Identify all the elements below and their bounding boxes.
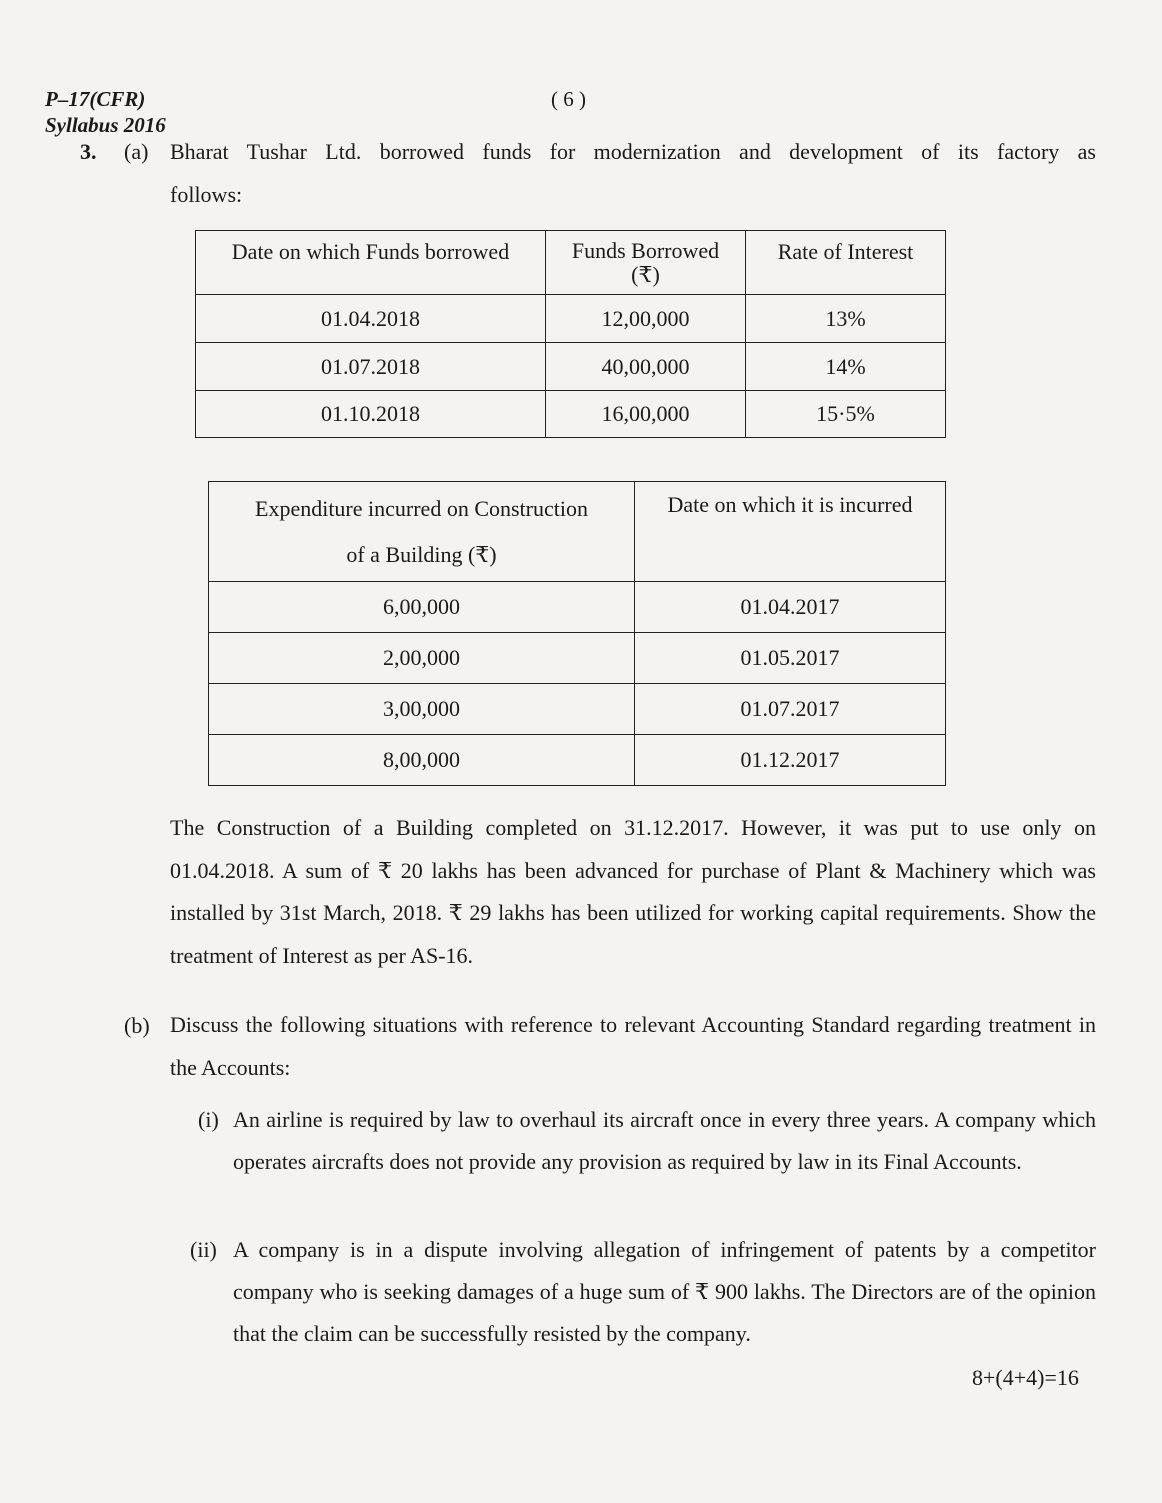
- question-number: 3.: [80, 139, 97, 164]
- expenditure-date: 01.07.2017: [635, 684, 946, 735]
- sub-item-text: A company is in a dispute involving allegation of infringement of patents by a competitor company who is seeking damages of a huge sum of ₹ 900 lakhs. The Directors are of the opinion that the claim can be successfully resisted by the company.: [233, 1237, 1096, 1346]
- header-date-borrowed: Date on which Funds borrowed: [196, 231, 546, 295]
- sub-item-label: (ii): [190, 1237, 217, 1262]
- expenditure-table: [208, 481, 946, 786]
- header-expenditure: Expenditure incurred on Construction of a Building (₹): [209, 482, 635, 582]
- table-row: [196, 391, 946, 438]
- part-a-body: The Construction of a Building completed on 31.12.2017. However, it was put to use only on 01.04.2018. A sum of ₹ 20 lakhs has been advanced for purchase of Plant & Machinery which was installed by 31st March, 2018. ₹ 29 lakhs has been utilized for working capital requirements. Show the treatment of Interest as per AS-16.: [170, 815, 1096, 968]
- sub-item-label: (i): [198, 1107, 219, 1132]
- expenditure-date: 01.05.2017: [635, 633, 946, 684]
- borrow-rate: 14%: [746, 343, 946, 391]
- borrow-date: 01.07.2018: [196, 343, 546, 391]
- expenditure-date: 01.04.2017: [635, 582, 946, 633]
- marks-allocation: 8+(4+4)=16: [972, 1365, 1079, 1390]
- part-b-intro: Discuss the following situations with reference to relevant Accounting Standard regarding treatment in the Accounts:: [170, 1012, 1096, 1080]
- header-date-incurred: Date on which it is incurred: [635, 482, 946, 582]
- table-row: [196, 295, 946, 343]
- syllabus-label: Syllabus 2016: [45, 113, 166, 137]
- table-row: [209, 684, 946, 735]
- header-funds-borrowed: Funds Borrowed (₹): [546, 231, 746, 295]
- borrow-amount: 40,00,000: [546, 343, 746, 391]
- borrow-amount: 12,00,000: [546, 295, 746, 343]
- borrow-rate: 15·5%: [746, 391, 946, 438]
- table-row: [209, 633, 946, 684]
- borrowings-table: [195, 230, 946, 438]
- expenditure-amount: 8,00,000: [209, 735, 635, 786]
- expenditure-amount: 6,00,000: [209, 582, 635, 633]
- expenditure-amount: 2,00,000: [209, 633, 635, 684]
- part-a-label: (a): [124, 139, 149, 164]
- table-header-row: [209, 482, 946, 582]
- sub-item-text: An airline is required by law to overhaul its aircraft once in every three years. A company which operates aircrafts does not provide any provision as required by law in its Final Accounts.: [233, 1107, 1096, 1174]
- expenditure-amount: 3,00,000: [209, 684, 635, 735]
- table-header-row: [196, 231, 946, 295]
- borrow-rate: 13%: [746, 295, 946, 343]
- part-a-intro-line1: Bharat Tushar Ltd. borrowed funds for modernization and development of its factory as: [170, 139, 1096, 164]
- part-b-label: (b): [124, 1013, 150, 1038]
- borrow-amount: 16,00,000: [546, 391, 746, 438]
- paper-code: P–17(CFR): [45, 87, 146, 111]
- header-rate-of-interest: Rate of Interest: [746, 231, 946, 295]
- table-row: [196, 343, 946, 391]
- table-row: [209, 582, 946, 633]
- page-number: ( 6 ): [551, 87, 586, 111]
- part-a-intro-line2: follows:: [170, 182, 243, 207]
- expenditure-date: 01.12.2017: [635, 735, 946, 786]
- table-row: [209, 735, 946, 786]
- borrow-date: 01.04.2018: [196, 295, 546, 343]
- borrow-date: 01.10.2018: [196, 391, 546, 438]
